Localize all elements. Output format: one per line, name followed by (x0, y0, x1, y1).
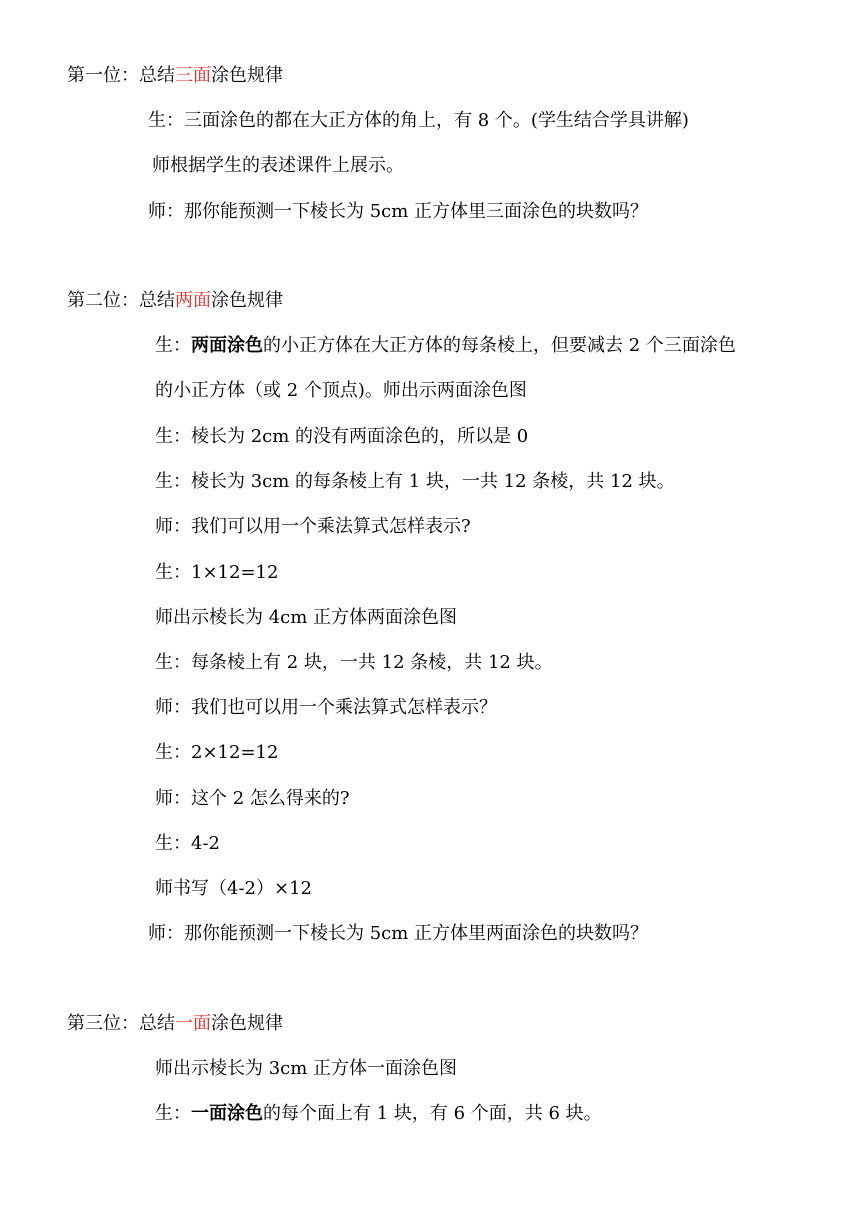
paragraph-line: 师书写（4-2）×12 (155, 878, 312, 899)
highlight-text: 一面 (175, 1013, 211, 1034)
highlight-text: 两面 (175, 290, 211, 311)
paragraph-line: 师：那你能预测一下棱长为 5cm 正方体里两面涂色的块数吗？ (148, 923, 649, 944)
paragraph-line: 生：每条棱上有 2 块，一共 12 条棱，共 12 块。 (155, 652, 553, 673)
paragraph-line: 的小正方体（或 2 个顶点)。师出示两面涂色图 (155, 380, 527, 401)
paragraph-line: 师：我们也可以用一个乘法算式怎样表示？ (155, 697, 497, 718)
paragraph-line: 师：那你能预测一下棱长为 5cm 正方体里三面涂色的块数吗？ (148, 201, 649, 222)
paragraph-line: 师出示棱长为 3cm 正方体一面涂色图 (155, 1058, 458, 1079)
paragraph-line: 师出示棱长为 4cm 正方体两面涂色图 (155, 607, 458, 628)
paragraph-line: 师根据学生的表述课件上展示。 (152, 155, 404, 176)
section1-heading: 第一位：总结三面涂色规律 (67, 65, 283, 86)
bold-term: 两面涂色 (191, 335, 263, 356)
paragraph-line: 生：两面涂色的小正方体在大正方体的每条棱上，但要减去 2 个三面涂色 (155, 335, 736, 356)
bold-term: 一面涂色 (191, 1103, 263, 1124)
paragraph-line: 师：我们可以用一个乘法算式怎样表示? (155, 516, 471, 537)
paragraph-line: 生：棱长为 3cm 的每条棱上有 1 块，一共 12 条棱，共 12 块。 (155, 471, 675, 492)
highlight-text: 三面 (175, 65, 211, 86)
section3-heading: 第三位：总结一面涂色规律 (67, 1013, 283, 1034)
paragraph-line: 生：2×12=12 (155, 742, 279, 763)
paragraph-line: 师：这个 2 怎么得来的? (155, 788, 350, 809)
paragraph-line: 生：一面涂色的每个面上有 1 块，有 6 个面，共 6 块。 (155, 1103, 602, 1124)
paragraph-line: 生：1×12=12 (155, 562, 279, 583)
paragraph-line: 生：4-2 (155, 833, 220, 854)
paragraph-line: 生：三面涂色的都在大正方体的角上，有 8 个。(学生结合学具讲解) (148, 110, 689, 131)
paragraph-line: 生：棱长为 2cm 的没有两面涂色的，所以是 0 (155, 426, 529, 447)
section2-heading: 第二位：总结两面涂色规律 (67, 290, 283, 311)
